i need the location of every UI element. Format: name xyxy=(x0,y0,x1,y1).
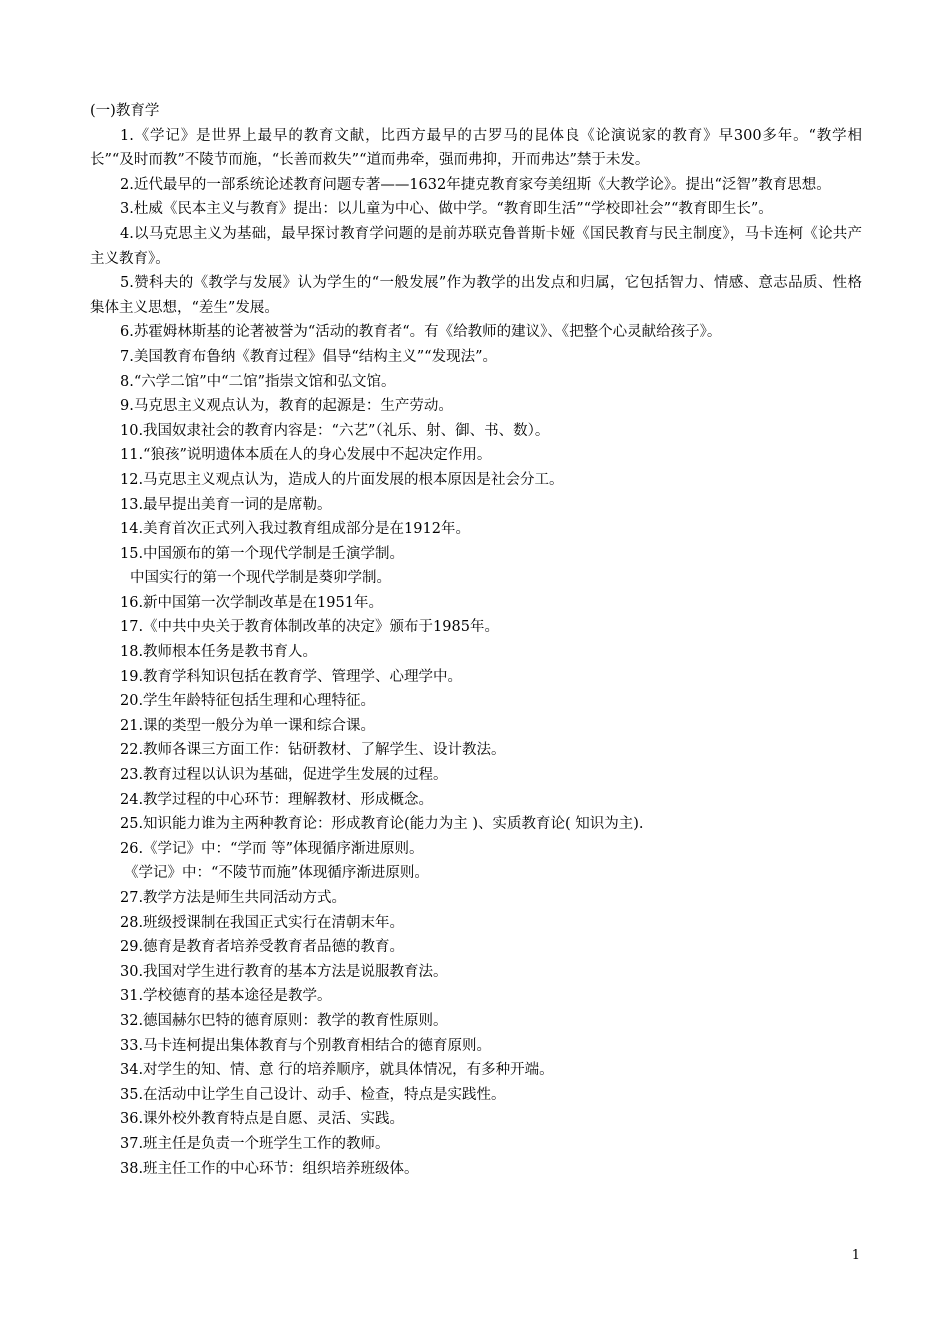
list-item: 21.课的类型一般分为单一课和综合课。 xyxy=(120,717,376,734)
list-item: 38.班主任工作的中心环节：组织培养班级体。 xyxy=(120,1160,419,1177)
list-item: 24.教学过程的中心环节：理解教材、形成概念。 xyxy=(120,791,434,808)
section-heading: (一)教育学 xyxy=(90,103,160,119)
list-item: 27.教学方法是师生共同活动方式。 xyxy=(120,890,347,906)
list-item: 8.“六学二馆”中“二馆”指崇文馆和弘文馆。 xyxy=(120,373,396,390)
list-item: 28.班级授课制在我国正式实行在清朝末年。 xyxy=(120,914,405,931)
document-body xyxy=(90,99,862,1181)
list-item: 16.新中国第一次学制改革是在1951年。 xyxy=(120,594,383,611)
list-item: 34.对学生的知、情、意 行的培养顺序，就具体情况，有多种开端。 xyxy=(120,1062,554,1079)
list-item: 23.教育过程以认识为基础，促进学生发展的过程。 xyxy=(120,767,448,784)
list-item: 30.我国对学生进行教育的基本方法是说服教育法。 xyxy=(120,963,448,980)
list-item: 37.班主任是负责一个班学生工作的教师。 xyxy=(120,1135,390,1152)
page-number: 1 xyxy=(851,1248,860,1263)
list-item: 3.杜威《民本主义与教育》提出：以儿童为中心、做中学。“教育即生活”“学校即社会”“教育即生长”。 xyxy=(120,201,773,218)
list-item: 1.《学记》是世界上最早的教育文献，比西方最早的古罗马的昆体良《论演说家的教育》早300多年。“教学相长”“及时而教”不陵节而施，“长善而救失”“道而弗牵，强而弗抑，开而弗达”禁于未发。 xyxy=(90,127,862,169)
list-item: 9.马克思主义观点认为，教育的起源是：生产劳动。 xyxy=(120,398,453,415)
list-item: 32.德国赫尔巴特的德育原则：教学的教育性原则。 xyxy=(120,1012,448,1029)
item-list xyxy=(90,124,862,1182)
list-item: 26.《学记》中：“学而 等”体现循序渐进原则。 xyxy=(120,840,424,857)
list-item: 14.美育首次正式列入我过教育组成部分是在1912年。 xyxy=(120,521,470,538)
list-item: 7.美国教育布鲁纳《教育过程》倡导“结构主义”“发现法”。 xyxy=(120,348,497,365)
list-item: 25.知识能力谁为主两种教育论：形成教育论(能力为主 )、实质教育论( 知识为主). xyxy=(120,816,644,833)
list-item: 18.教师根本任务是教书育人。 xyxy=(120,644,318,661)
list-item: 10.我国奴隶社会的教育内容是：“六艺”（礼乐、射、御、书、数）。 xyxy=(120,422,550,439)
list-item: 19.教育学科知识包括在教育学、管理学、心理学中。 xyxy=(120,668,463,685)
list-item: 6.苏霍姆林斯基的论著被誉为“活动的教育者“。有《给教师的建议》、《把整个心灵献给孩子》。 xyxy=(120,324,722,341)
list-item: 35.在活动中让学生自己设计、动手、检查，特点是实践性。 xyxy=(120,1086,506,1103)
list-item: 11.“狼孩”说明遗体本质在人的身心发展中不起决定作用。 xyxy=(120,447,492,464)
list-item: 2.近代最早的一部系统论述教育问题专著——1632年捷克教育家夸美纽斯《大教学论》。提出“泛智”教育思想。 xyxy=(120,176,831,193)
list-item: 中国实行的第一个现代学制是葵卯学制。 xyxy=(130,570,391,587)
list-item: 13.最早提出美育一词的是席勒。 xyxy=(120,496,332,513)
list-item: 《学记》中：“不陵节而施”体现循序渐进原则。 xyxy=(124,865,429,882)
list-item: 20.学生年龄特征包括生理和心理特征。 xyxy=(120,693,376,710)
list-item: 31.学校德育的基本途径是教学。 xyxy=(120,988,332,1005)
list-item: 5.赞科夫的《教学与发展》认为学生的“一般发展”作为教学的出发点和归属，它包括智力、情感、意志品质、性格 集体主义思想，“差生”发展。 xyxy=(90,275,862,316)
list-item: 12.马克思主义观点认为，造成人的片面发展的根本原因是社会分工。 xyxy=(120,471,564,488)
list-item: 36.课外校外教育特点是自愿、灵活、实践。 xyxy=(120,1111,405,1128)
list-item: 4.以马克思主义为基础，最早探讨教育学问题的是前苏联克鲁普斯卡娅《国民教育与民主制度》，马卡连柯《论共产主义教育》。 xyxy=(90,225,862,267)
list-item: 22.教师各课三方面工作：钻研教材、了解学生、设计教法。 xyxy=(120,742,506,759)
list-item: 33.马卡连柯提出集体教育与个别教育相结合的德育原则。 xyxy=(120,1037,492,1054)
list-item: 29.德育是教育者培养受教育者品德的教育。 xyxy=(120,939,405,956)
list-item: 15.中国颁布的第一个现代学制是壬演学制。 xyxy=(120,545,405,562)
list-item: 17.《中共中央关于教育体制改革的决定》颁布于1985年。 xyxy=(120,619,499,636)
